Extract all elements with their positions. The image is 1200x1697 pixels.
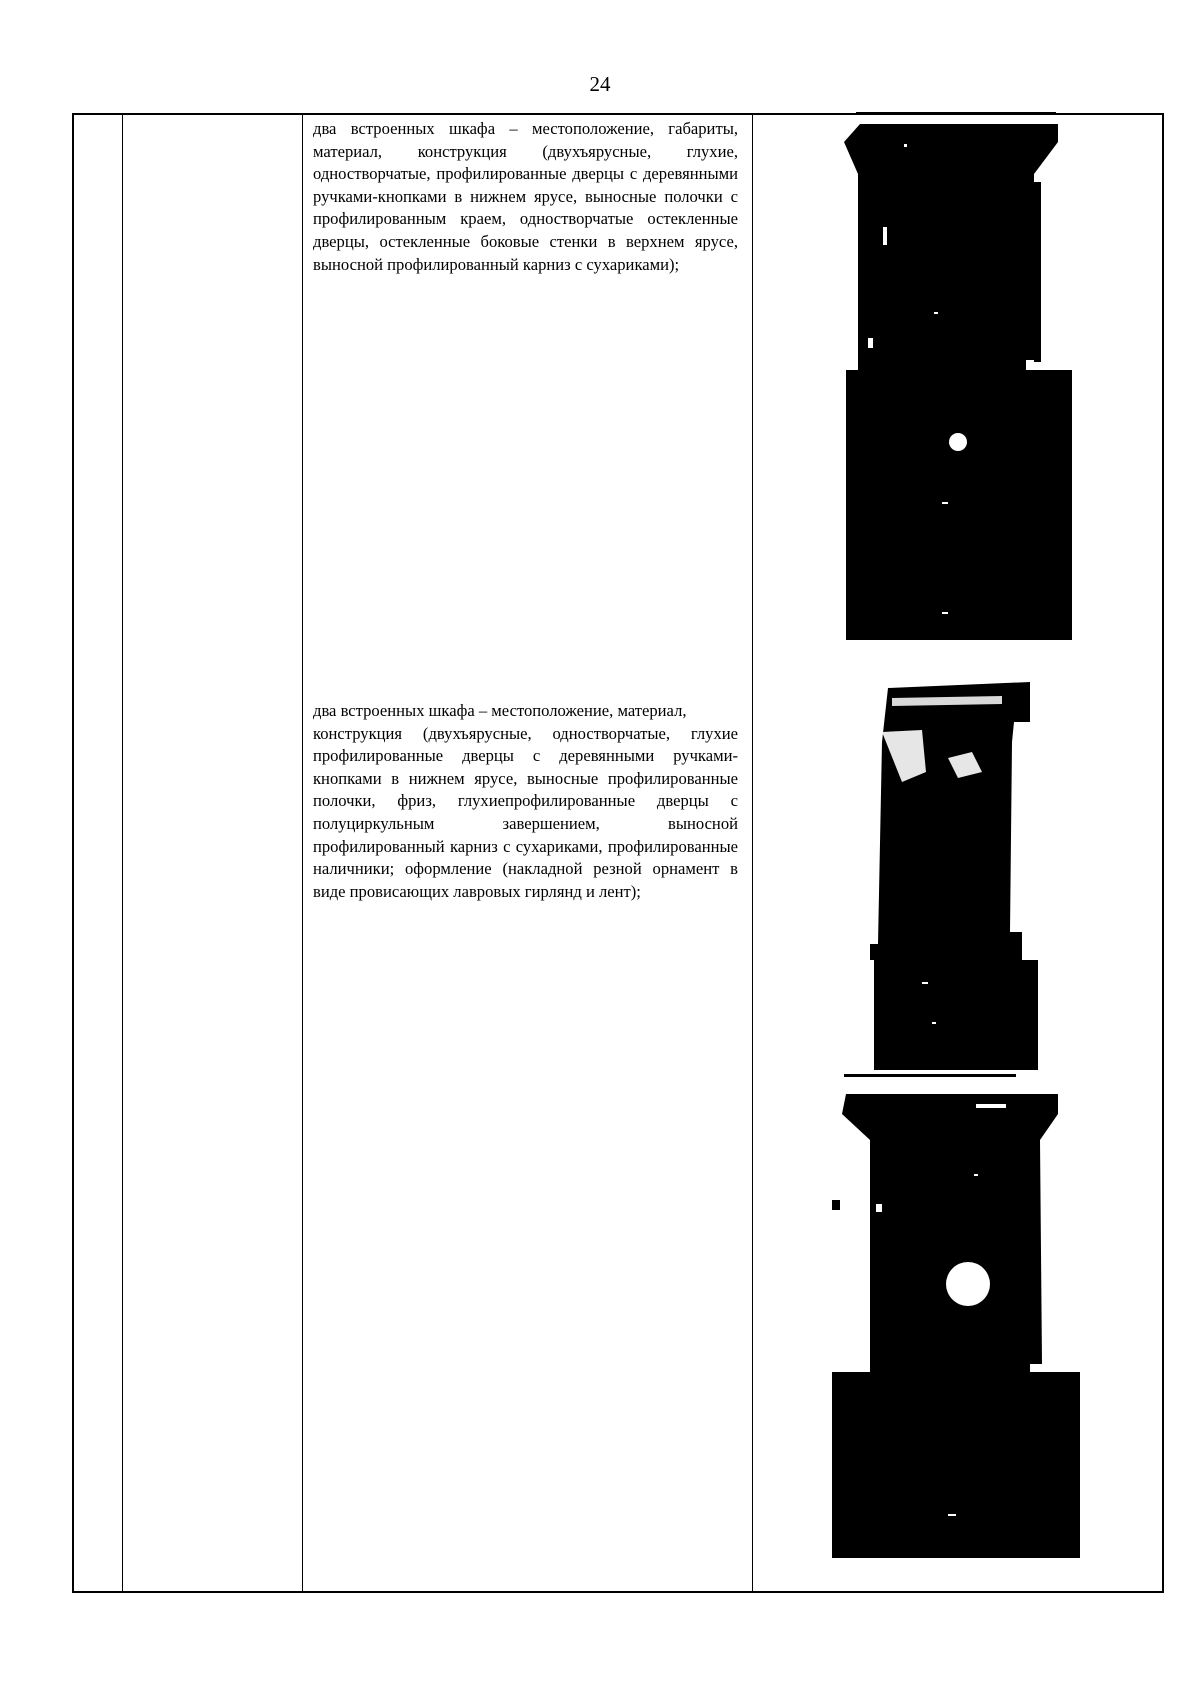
- row-2-description: [313, 700, 738, 903]
- cabinet-photo-upper: [862, 682, 1042, 1072]
- row-2-paragraph-2: конструкция (двухъярусные, одностворчатые, глухие профилированные дверцы с деревянными ручками-кнопками в нижнем ярусе, выносные профилированные полочки, фриз, глухиепрофилированные дверцы с полуциркульным завершением, выносной профилированный карниз с сухариками, профилированные наличники; оформление (накладной резной орнамент в виде провисающих лавровых гирлянд и лент);: [313, 723, 738, 901]
- column-divider-1: [122, 115, 123, 1591]
- row-1-text: два встроенных шкафа – местоположение, габариты, материал, конструкция (двухъярусные, глухие, одностворчатые, профилированные дверцы с деревянными ручками-кнопками в нижнем ярусе, выносные полочки с профилированным краем, одностворчатые остекленные дверцы, остекленные боковые стенки в верхнем ярусе, выносной профилированный карниз с сухариками);: [313, 119, 738, 274]
- row-2-paragraph-1: два встроенных шкафа – местоположение, материал,: [313, 701, 687, 720]
- page-number: 24: [589, 72, 611, 96]
- column-divider-2: [302, 115, 303, 1591]
- cabinet-photo-lower: [826, 1074, 1082, 1560]
- column-divider-3: [752, 115, 753, 1591]
- cabinet-photo: [838, 112, 1078, 642]
- row-1-description: [313, 118, 738, 276]
